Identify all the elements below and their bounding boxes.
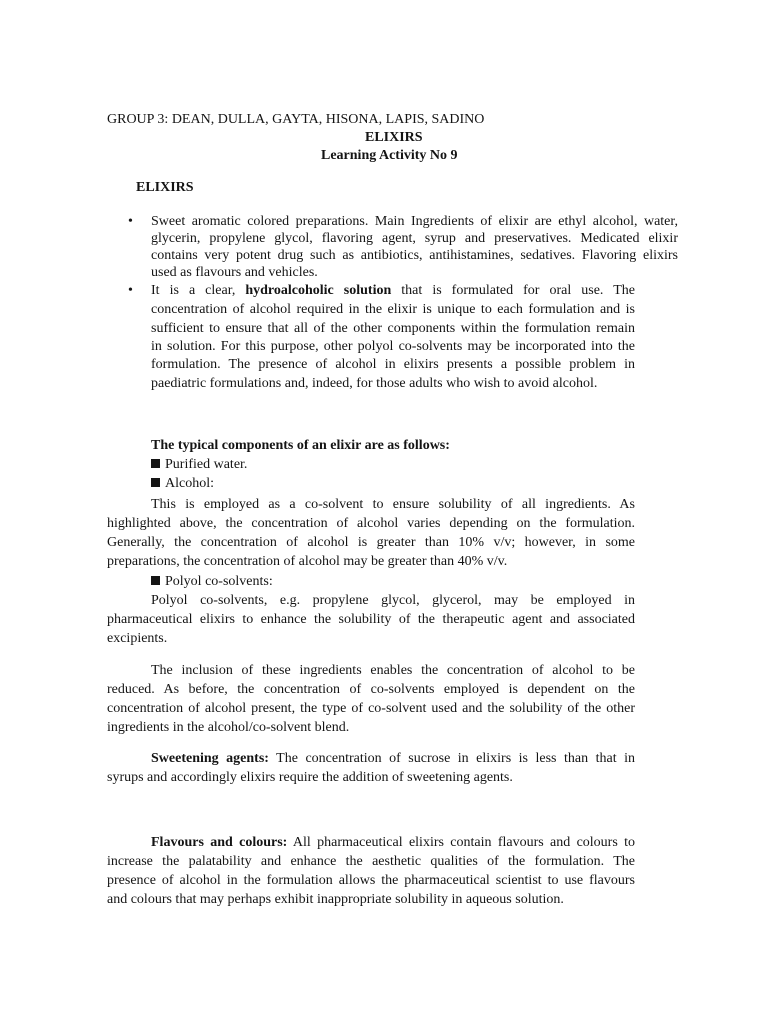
document-title: ELIXIRS	[365, 130, 423, 145]
group-members-line: GROUP 3: DEAN, DULLA, GAYTA, HISONA, LAPIS, SADINO	[107, 112, 485, 127]
bullet-1-line-4: used as flavours and vehicles.	[151, 265, 318, 280]
polyol-para-line-3: excipients.	[107, 631, 168, 646]
inclusion-para-line-3: concentration of alcohol present, the type of co-solvent used and the solubility of the other	[107, 701, 635, 716]
square-bullet-icon	[151, 459, 160, 468]
polyol-para-line-1: Polyol co-solvents, e.g. propylene glycol, glycerol, may be employed in	[151, 593, 635, 608]
inclusion-para-line-1: The inclusion of these ingredients enables the concentration of alcohol to be	[151, 663, 635, 678]
section-heading: ELIXIRS	[136, 180, 194, 195]
flavours-para-line-1: Flavours and colours: All pharmaceutical elixirs contain flavours and colours to	[151, 835, 635, 850]
flavours-para-line-4: and colours that may perhaps exhibit inappropriate solubility in aqueous solution.	[107, 892, 564, 907]
bullet-2-line-4: in solution. For this purpose, other polyol co-solvents may be incorporated into the	[151, 339, 635, 354]
square-bullet-icon	[151, 478, 160, 487]
components-heading: The typical components of an elixir are as follows:	[151, 438, 450, 453]
bullet-2-line-5: formulation. The presence of alcohol in elixirs presents a possible problem in	[151, 357, 635, 372]
bullet-2-line-2: concentration of alcohol required in the elixir is unique to each formulation and is	[151, 302, 635, 317]
bullet-1-line-3: contains very potent drug such as antibiotics, antihistamines, sedatives. Flavoring elixirs	[151, 248, 678, 263]
bullet-2-line-3: sufficient to ensure that all of the other components within the formulation remain	[151, 321, 635, 336]
bullet-1-line-2: glycerin, propylene glycol, flavoring agent, syrup and preservatives. Medicated elixir	[151, 231, 678, 246]
polyol-item: Polyol co-solvents:	[151, 572, 273, 591]
alcohol-para-line-4: preparations, the concentration of alcohol may be greater than 40% v/v.	[107, 554, 508, 569]
polyol-para-line-2: pharmaceutical elixirs to enhance the solubility of the therapeutic agent and associated	[107, 612, 635, 627]
learning-activity-title: Learning Activity No 9	[321, 148, 458, 163]
bullet-1-line-1: Sweet aromatic colored preparations. Main Ingredients of elixir are ethyl alcohol, water,	[151, 214, 678, 229]
alcohol-para-line-3: Generally, the concentration of alcohol is greater than 10% v/v; however, in some	[107, 535, 635, 550]
square-bullet-icon	[151, 576, 160, 585]
flavours-colours-label: Flavours and colours:	[151, 835, 288, 850]
sweetening-para-line-1: Sweetening agents: The concentration of sucrose in elixirs is less than that in	[151, 751, 635, 766]
bullet-2-line-6: paediatric formulations and, indeed, for those adults who wish to avoid alcohol.	[151, 376, 598, 391]
flavours-para-line-2: increase the palatability and enhance the aesthetic qualities of the formulation. The	[107, 854, 635, 869]
alcohol-para-line-2: highlighted above, the concentration of alcohol varies depending on the formulation.	[107, 516, 635, 531]
purified-water-item: Purified water.	[151, 455, 247, 474]
inclusion-para-line-4: ingredients in the alcohol/co-solvent blend.	[107, 720, 350, 735]
hydroalcoholic-solution-bold: hydroalcoholic solution	[245, 283, 392, 298]
alcohol-item: Alcohol:	[151, 474, 214, 493]
inclusion-para-line-2: reduced. As before, the concentration of co-solvents employed is dependent on the	[107, 682, 635, 697]
sweetening-agents-label: Sweetening agents:	[151, 751, 269, 766]
alcohol-para-line-1: This is employed as a co-solvent to ensure solubility of all ingredients. As	[151, 497, 635, 512]
bullet-marker: •	[128, 283, 133, 298]
bullet-marker: •	[128, 214, 133, 229]
sweetening-para-line-2: syrups and accordingly elixirs require the addition of sweetening agents.	[107, 770, 513, 785]
flavours-para-line-3: presence of alcohol in the formulation allows the pharmaceutical scientist to use flavours	[107, 873, 635, 888]
bullet-2-line-1: It is a clear, hydroalcoholic solution that is formulated for oral use. The	[151, 283, 635, 298]
